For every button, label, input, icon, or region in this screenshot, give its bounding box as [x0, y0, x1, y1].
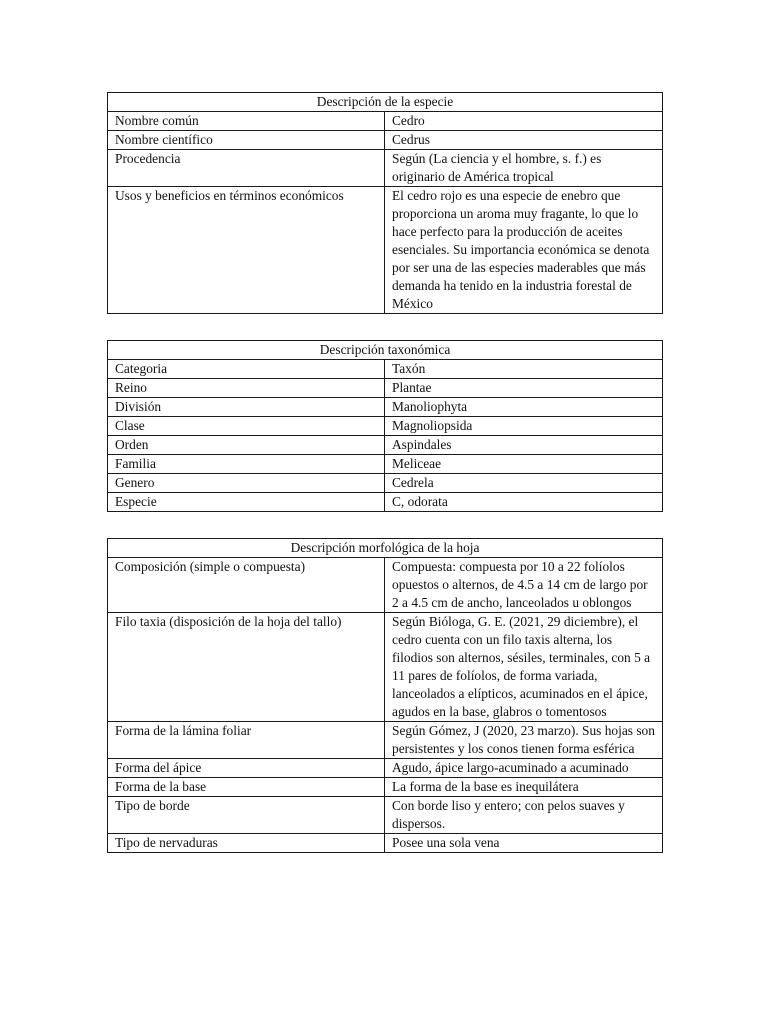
row-value: Con borde liso y entero; con pelos suaves y dispersos. [385, 797, 663, 834]
row-value: Plantae [385, 379, 663, 398]
row-label: Tipo de nervaduras [108, 834, 385, 853]
row-label: Genero [108, 474, 385, 493]
row-value: Agudo, ápice largo-acuminado a acuminado [385, 759, 663, 778]
table-caption-row [108, 539, 663, 558]
row-value: Según (La ciencia y el hombre, s. f.) es originario de América tropical [385, 150, 663, 187]
taxonomic-description-table [107, 340, 663, 512]
row-label: Procedencia [108, 150, 385, 187]
table-row [108, 187, 663, 314]
row-label: Especie [108, 493, 385, 512]
table-row [108, 834, 663, 853]
row-value: Magnoliopsida [385, 417, 663, 436]
row-label: Composición (simple o compuesta) [108, 558, 385, 613]
row-label: División [108, 398, 385, 417]
table-row [108, 150, 663, 187]
leaf-morphology-table [107, 538, 663, 853]
row-label: Nombre común [108, 112, 385, 131]
row-value: Aspindales [385, 436, 663, 455]
row-value: Posee una sola vena [385, 834, 663, 853]
species-description-table [107, 92, 663, 314]
row-label: Filo taxia (disposición de la hoja del tallo) [108, 613, 385, 722]
table-row [108, 613, 663, 722]
row-value: C, odorata [385, 493, 663, 512]
row-value: Según Gómez, J (2020, 23 marzo). Sus hojas son persistentes y los conos tienen forma esférica [385, 722, 663, 759]
row-label: Nombre científico [108, 131, 385, 150]
row-value: Taxón [385, 360, 663, 379]
row-value: Según Bióloga, G. E. (2021, 29 diciembre), el cedro cuenta con un filo taxis alterna, los filodios son alternos, sésiles, terminales, con 5 a 11 pares de folíolos, de forma variada, lanceolados a elípticos, acuminados en el ápice, agudos en la base, glabros o tomentosos [385, 613, 663, 722]
row-label: Orden [108, 436, 385, 455]
row-label: Reino [108, 379, 385, 398]
row-label: Forma de la lámina foliar [108, 722, 385, 759]
row-label: Tipo de borde [108, 797, 385, 834]
table-row [108, 398, 663, 417]
row-value: Manoliophyta [385, 398, 663, 417]
row-label: Forma del ápice [108, 759, 385, 778]
table-row [108, 379, 663, 398]
table-caption-row [108, 341, 663, 360]
table-row [108, 417, 663, 436]
table-row [108, 797, 663, 834]
table-row [108, 759, 663, 778]
table-row [108, 360, 663, 379]
row-value: El cedro rojo es una especie de enebro que proporciona un aroma muy fragante, lo que lo hace perfecto para la producción de aceites esenciales. Su importancia económica se denota por ser una de las especies maderables que más demanda ha tenido en la industria forestal de México [385, 187, 663, 314]
table-caption-row [108, 93, 663, 112]
row-label: Forma de la base [108, 778, 385, 797]
table-caption: Descripción morfológica de la hoja [108, 539, 663, 558]
row-label: Usos y beneficios en términos económicos [108, 187, 385, 314]
row-label: Clase [108, 417, 385, 436]
table-row [108, 436, 663, 455]
table-row [108, 474, 663, 493]
row-value: Compuesta: compuesta por 10 a 22 folíolos opuestos o alternos, de 4.5 a 14 cm de largo por 2 a 4.5 cm de ancho, lanceolados u oblongos [385, 558, 663, 613]
table-row [108, 558, 663, 613]
table-row [108, 455, 663, 474]
table-row [108, 131, 663, 150]
row-value: Cedro [385, 112, 663, 131]
row-value: Cedrus [385, 131, 663, 150]
row-value: Meliceae [385, 455, 663, 474]
row-label: Familia [108, 455, 385, 474]
table-caption: Descripción taxonómica [108, 341, 663, 360]
table-caption: Descripción de la especie [108, 93, 663, 112]
table-row [108, 112, 663, 131]
row-value: Cedrela [385, 474, 663, 493]
table-row [108, 493, 663, 512]
table-row [108, 722, 663, 759]
table-row [108, 778, 663, 797]
row-label: Categoria [108, 360, 385, 379]
row-value: La forma de la base es inequilátera [385, 778, 663, 797]
